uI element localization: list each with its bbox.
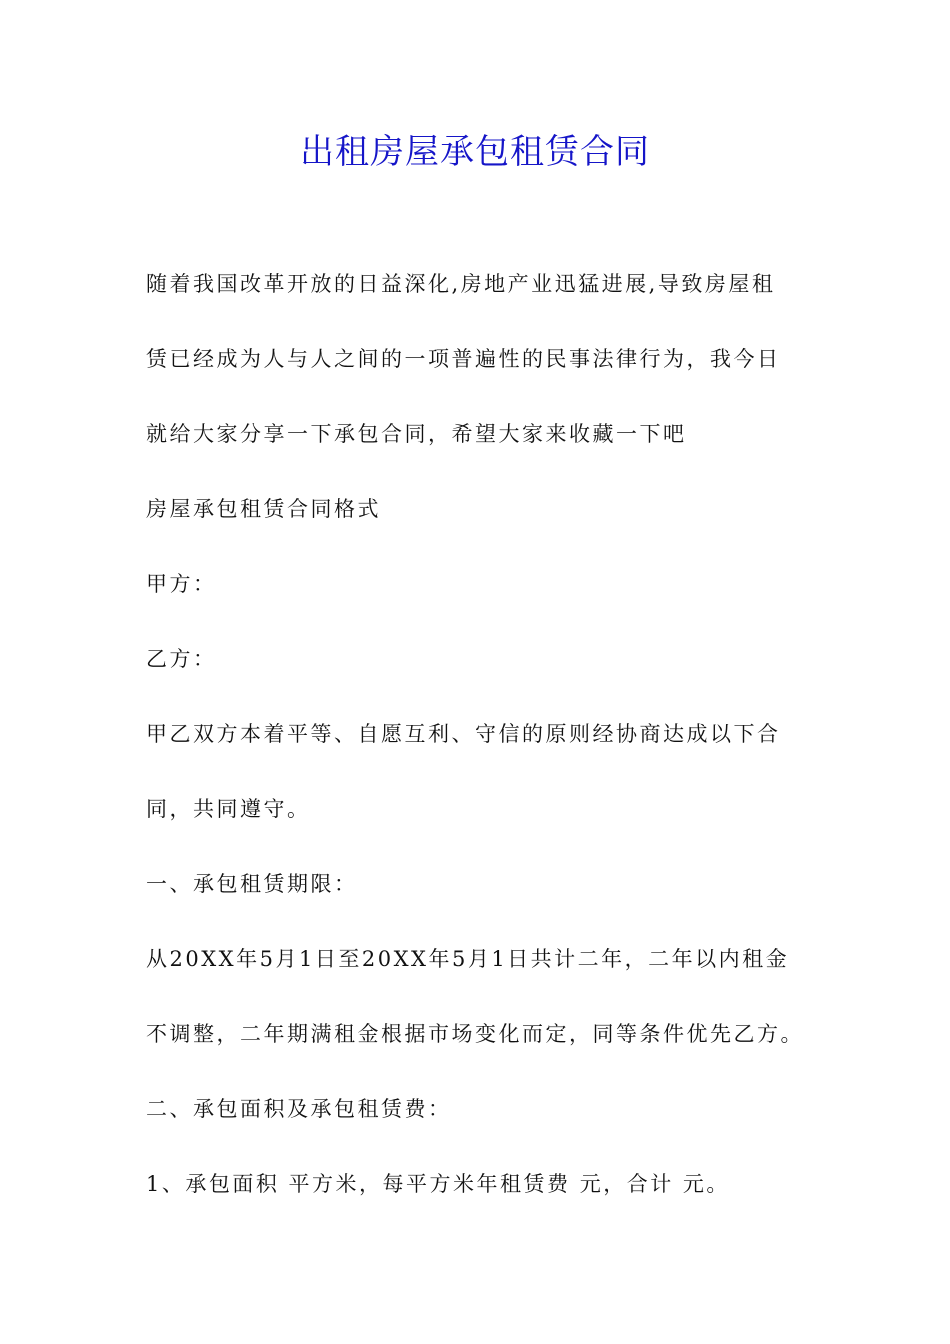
document-title: 出租房屋承包租赁合同 [300,132,650,172]
paragraph-line: 同，共同遵守。 [146,797,311,821]
party-b-label: 乙方： [146,647,217,671]
paragraph-line: 就给大家分享一下承包合同，希望大家来收藏一下吧 [146,422,687,446]
party-a-label: 甲方： [146,572,217,596]
paragraph-line: 赁已经成为人与人之间的一项普遍性的民事法律行为，我今日 [146,347,781,371]
paragraph-line: 从20XX年5月1日至20XX年5月1日共计二年，二年以内租金 [146,947,790,971]
paragraph-line: 随着我国改革开放的日益深化,房地产业迅猛进展,导致房屋租 [146,272,776,296]
paragraph-line: 1、承包面积 平方米，每平方米年租赁费 元，合计 元。 [146,1172,730,1196]
paragraph-line: 不调整，二年期满租金根据市场变化而定，同等条件优先乙方。 [146,1022,804,1046]
section-heading: 二、承包面积及承包租赁费： [146,1097,452,1121]
section-heading: 一、承包租赁期限： [146,872,358,896]
paragraph-line: 甲乙双方本着平等、自愿互利、守信的原则经协商达成以下合 [146,722,781,746]
section-heading: 房屋承包租赁合同格式 [146,497,381,521]
